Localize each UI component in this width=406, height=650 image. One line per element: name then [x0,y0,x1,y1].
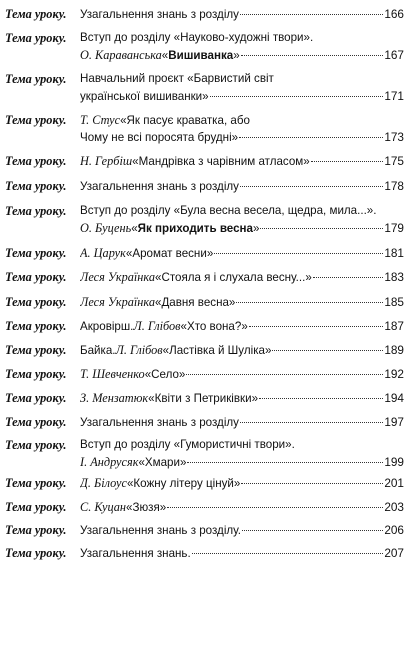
work-title: «Давня весна» [155,296,236,309]
topic-label: Тема уроку. [5,523,67,537]
toc-entry-line [80,245,404,261]
work-title: «Мандрівка з чарівним атласом» [132,155,310,168]
toc-entry-line [80,129,404,145]
entry-text: Узагальнення знань з розділу [80,180,239,193]
work-title-bold: Як приходить весна [137,222,253,235]
dot-leader [259,397,383,399]
toc-entry-line [80,454,404,470]
topic-label: Тема уроку. [5,415,67,429]
page-number: 166 [384,7,404,21]
topic-label: Тема уроку. [5,113,67,127]
topic-label: Тема уроку. [5,367,67,381]
entry-text: Вступ до розділу «Науково-художні твори». [80,31,314,44]
work-title: «Село» [144,368,186,381]
page-number: 181 [384,246,404,260]
topic-label: Тема уроку. [5,438,67,452]
toc-entry-line [80,71,404,87]
dot-leader [186,373,383,375]
entry-text: Узагальнення знань. [80,547,191,560]
topic-label: Тема уроку. [5,179,67,193]
dot-leader [313,276,384,278]
author-name: Т. Стус [80,113,121,127]
page-number: 167 [384,48,404,62]
topic-label: Тема уроку. [5,319,67,333]
topic-label: Тема уроку. [5,546,67,560]
work-title-end: » [253,222,260,235]
work-title: «Як пасує краватка, або [120,114,250,127]
toc-entry-line [80,30,404,46]
topic-label: Тема уроку. [5,270,67,284]
page-number: 185 [384,295,404,309]
work-title: «Стояла я і слухала весну...» [155,271,312,284]
work-title: « [161,49,169,62]
entry-text: Байка. [80,344,116,357]
dot-leader [192,552,384,554]
page-number: 199 [384,455,404,469]
topic-label: Тема уроку. [5,246,67,260]
toc-entry-line [80,153,404,169]
dot-leader [242,529,383,531]
author-name: С. Куцан [80,500,126,514]
entry-text: Узагальнення знань з розділу [80,8,239,21]
dot-leader [167,506,383,508]
topic-label: Тема уроку. [5,500,67,514]
toc-entry-line [80,545,404,561]
page-number: 197 [384,415,404,429]
dot-leader [240,185,383,187]
topic-label: Тема уроку. [5,391,67,405]
dot-leader [187,461,383,463]
dot-leader [241,482,383,484]
dot-leader [236,301,383,303]
dot-leader [311,160,384,162]
page-number: 201 [384,476,404,490]
dot-leader [272,349,383,351]
entry-text: Акровірш. [80,320,134,333]
topic-label: Тема уроку. [5,295,67,309]
entry-text: Чому не всі поросята брудні» [80,131,239,144]
page-number: 173 [384,130,404,144]
page-number: 189 [384,343,404,357]
toc-entry-line [80,342,404,358]
toc-entry-line [80,88,404,104]
topic-label: Тема уроку. [5,154,67,168]
toc-entry-line [80,203,404,219]
page-number: 175 [384,154,404,168]
toc-entry-line [80,318,404,334]
work-title-end: » [233,49,240,62]
work-title: «Квіти з Петриківки» [148,392,259,405]
entry-text: Вступ до розділу «Гумористичні твори». [80,438,295,451]
toc-entry-line [80,47,404,63]
author-name: Т. Шевченко [80,367,145,381]
dot-leader [260,227,383,229]
work-title: «Хто вона?» [180,320,248,333]
toc-entry-line [80,522,404,538]
work-title: «Кожну літеру цінуй» [126,477,241,490]
entry-text: Навчальний проєкт «Барвистий світ [80,72,274,85]
work-title: « [131,222,138,235]
work-title: «Хмари» [138,456,187,469]
work-title: «Зюзя» [126,501,167,514]
author-name: Леся Українка [80,295,155,309]
author-name: О. Буцень [80,221,132,235]
toc-entry-line [80,437,404,453]
entry-text: української вишиванки» [80,90,209,103]
page-number: 178 [384,179,404,193]
page-number: 183 [384,270,404,284]
toc-entry-line [80,390,404,406]
page-number: 206 [384,523,404,537]
toc-entry-line [80,220,404,236]
author-name: Н. Гербіш [80,154,133,168]
dot-leader [239,136,383,138]
toc-entry-line [80,294,404,310]
work-title: «Ластівка й Шуліка» [162,344,272,357]
page-number: 171 [384,89,404,103]
toc-entry-line [80,499,404,515]
work-title: «Аромат весни» [125,247,214,260]
topic-label: Тема уроку. [5,31,67,45]
entry-text: Узагальнення знань з розділу. [80,524,242,537]
dot-leader [210,95,384,97]
toc-entry-line [80,6,404,22]
author-name: О. Караванська [80,48,162,62]
toc-entry-line [80,414,404,430]
dot-leader [249,325,384,327]
dot-leader [240,421,383,423]
topic-label: Тема уроку. [5,343,67,357]
toc-entry-line [80,112,404,128]
page-number: 187 [384,319,404,333]
author-name: З. Мензатюк [80,391,149,405]
toc-entry-line [80,366,404,382]
topic-label: Тема уроку. [5,204,67,218]
dot-leader [240,13,383,15]
page-number: 179 [384,221,404,235]
author-name: А. Царук [80,246,126,260]
page-number: 194 [384,391,404,405]
dot-leader [241,54,384,56]
page-number: 192 [384,367,404,381]
author-name: Л. Глібов [133,319,181,333]
page-number: 207 [384,546,404,560]
page-number: 203 [384,500,404,514]
entry-text: Вступ до розділу «Була весна весела, щедра, мила...». [80,204,377,217]
author-name: Леся Українка [80,270,155,284]
toc-entry-line [80,178,404,194]
topic-label: Тема уроку. [5,476,67,490]
author-name: І. Андрусяк [80,455,139,469]
entry-text: Узагальнення знань з розділу [80,416,239,429]
work-title-bold: Вишиванка [168,49,234,62]
topic-label: Тема уроку. [5,7,67,21]
author-name: Д. Білоус [80,476,127,490]
author-name: Л. Глібов [115,343,163,357]
dot-leader [214,252,383,254]
topic-label: Тема уроку. [5,72,67,86]
toc-entry-line [80,269,404,285]
toc-entry-line [80,475,404,491]
